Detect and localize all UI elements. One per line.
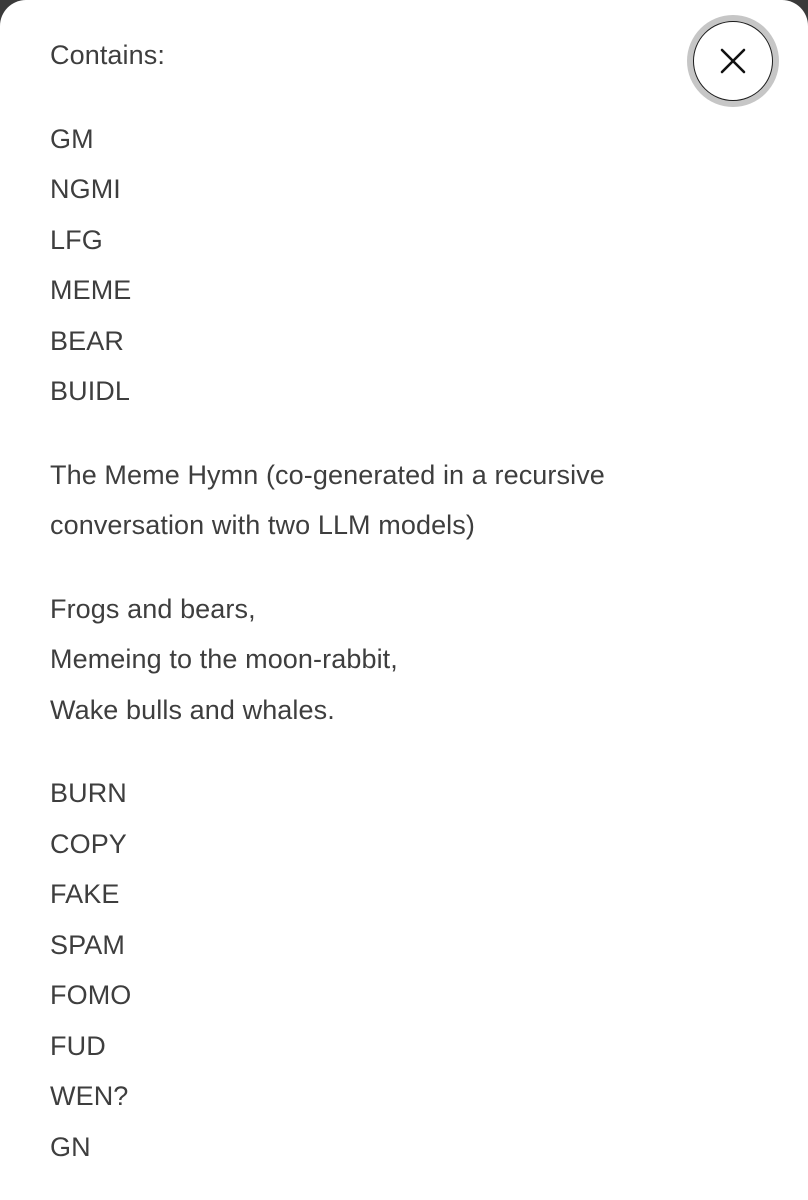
spacer [50,551,710,584]
close-icon [719,47,747,75]
token-item: BURN [50,778,127,808]
modal-content [50,30,710,1172]
token-list-1 [50,114,710,417]
token-item: FOMO [50,980,132,1010]
spacer [50,81,710,114]
token-item: FUD [50,1030,106,1061]
token-item: MEME [50,275,132,305]
hymn-verse [50,584,710,736]
spacer [50,735,710,768]
token-item: BUIDL [50,376,131,406]
verse-line: Memeing to the moon-rabbit, [50,644,398,674]
token-item: SPAM [50,929,125,960]
token-item: FAKE [50,879,120,909]
hymn-title-line: The Meme Hymn (co-generated in a recursive [50,459,605,490]
contains-heading: Contains: [50,40,165,70]
token-item: LFG [50,224,103,255]
verse-line: Frogs and bears, [50,593,256,624]
token-list-2 [50,768,710,1172]
hymn-title-line: conversation with two LLM models) [50,510,475,540]
token-item: COPY [50,828,127,859]
token-item: GN [50,1131,91,1162]
spacer [50,417,710,450]
verse-line: Wake bulls and whales. [50,694,335,725]
hymn-title [50,450,710,551]
token-item: WEN? [50,1081,129,1111]
token-item: GM [50,123,94,154]
token-item: NGMI [50,174,121,204]
token-item: BEAR [50,325,124,356]
